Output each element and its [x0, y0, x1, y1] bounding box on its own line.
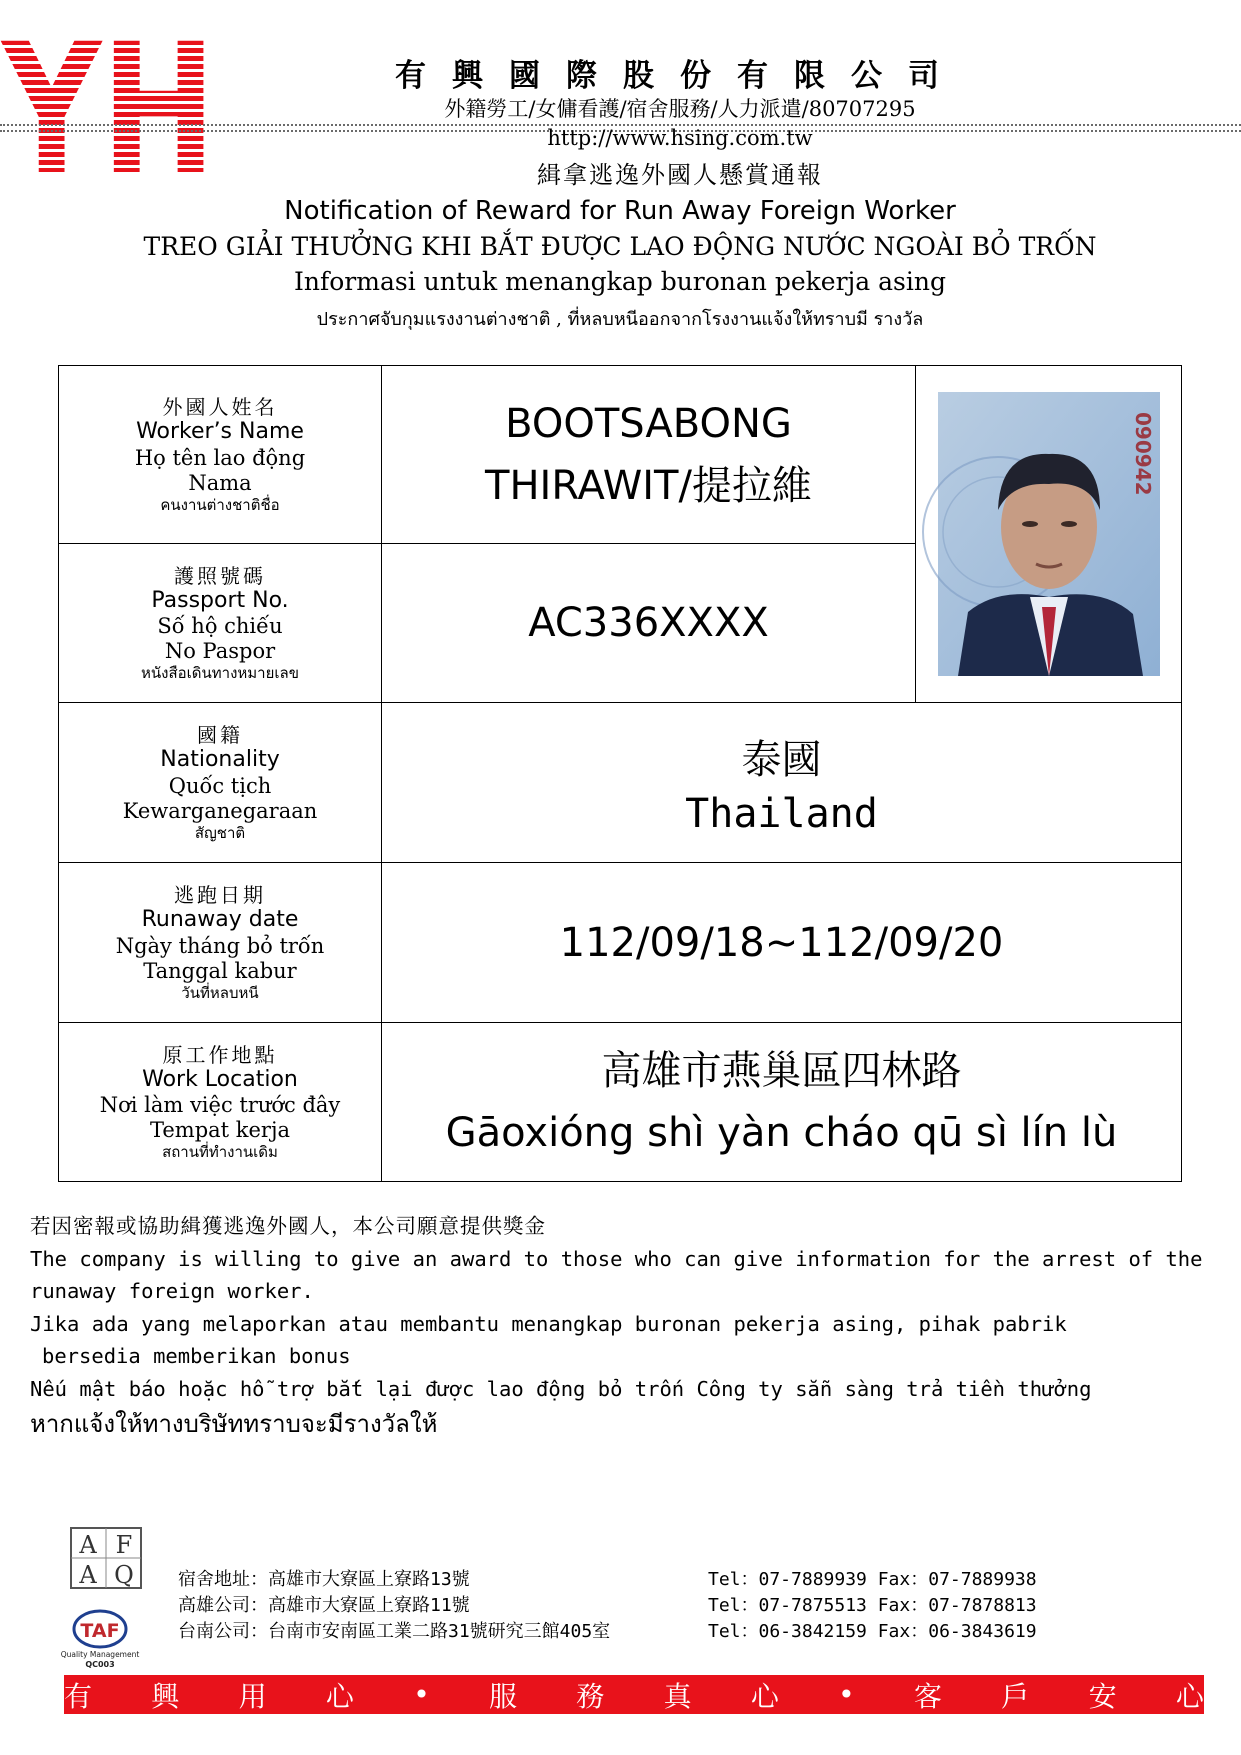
nationality-en: Thailand	[685, 790, 878, 837]
company-url: http://www.hsing.com.tw	[547, 126, 813, 150]
label-vi: Họ tên lao động	[134, 445, 306, 470]
label-en: Runaway date	[141, 907, 299, 933]
label-th: หนังสือเดินทางหมายเลข	[141, 664, 299, 683]
label-worker-name	[59, 366, 382, 544]
label-en: Worker’s Name	[136, 419, 304, 445]
label-id: Kewarganegaraan	[122, 798, 318, 823]
slogan-char: 務	[576, 1679, 605, 1713]
note-id-line1: Jika ada yang melaporkan atau membantu menangkap buronan pekerja asing, pihak pabrik	[30, 1311, 1067, 1336]
value-nationality	[382, 703, 1182, 863]
label-id: Tanggal kabur	[143, 958, 297, 983]
slogan-char: 心	[750, 1679, 779, 1713]
worker-name-line1: BOOTSABONG	[505, 400, 792, 447]
notice-title-th: ประกาศจับกุมแรงงานต่างชาติ , ที่หลบหนีออกจากโรงงานแจ้งให้ทราบมี รางวัล	[316, 309, 924, 330]
label-zh: 外國人姓名	[162, 395, 278, 420]
label-th: คนงานต่างชาติชื่อ	[160, 495, 280, 514]
label-th: สัญชาติ	[194, 823, 246, 842]
company-name: 有興國際股份有限公司	[395, 58, 965, 94]
afaq-letter: A	[79, 1531, 97, 1559]
note-id-line2: bersedia memberikan bonus	[42, 1344, 351, 1368]
value-work-location	[382, 1023, 1182, 1182]
value-worker-name	[382, 366, 916, 544]
label-zh: 國籍	[197, 723, 243, 748]
label-en: Work Location	[142, 1066, 298, 1092]
logo-text: YH	[0, 6, 217, 215]
contact-tainan: Tel：06-3842159 Fax：06-3843619	[708, 1621, 1037, 1642]
worker-info-table	[58, 365, 1182, 1182]
label-vi: Nơi làm việc trước đây	[99, 1093, 341, 1117]
slogan-char: 真	[663, 1679, 692, 1713]
slogan-char: 客	[913, 1679, 942, 1713]
slogan-char: 興	[151, 1679, 180, 1713]
note-en: The company is willing to give an award to those who can give information for the arrest of the runaway foreign worker.	[30, 1246, 1203, 1303]
company-services: 外籍勞工/女傭看護/宿舍服務/人力派遣/80707295	[444, 97, 916, 121]
address-tainan: 台南公司：台南市安南區工業二路31號研究三館405室	[178, 1621, 611, 1642]
label-id: Tempat kerja	[149, 1118, 291, 1143]
label-nationality	[59, 703, 382, 863]
row-nationality	[59, 703, 1182, 863]
label-th: วันที่หลบหนี	[181, 983, 259, 1002]
taf-sub-text: Quality Management	[60, 1650, 140, 1659]
company-logo	[0, 6, 220, 215]
label-th: สถานที่ทำงานเดิม	[162, 1143, 278, 1162]
slogan-char: 心	[325, 1679, 354, 1713]
slogan-char: 服	[488, 1679, 517, 1713]
label-en: Nationality	[160, 747, 280, 773]
work-location-zh: 高雄市燕巢區四林路	[601, 1048, 962, 1094]
notice-title-vi: TREO GIẢI THƯỞNG KHI BẮT ĐƯỢC LAO ĐỘNG NƯỚC NGOÀI BỎ TRỐN	[143, 232, 1097, 261]
value-runaway-date	[382, 863, 1182, 1023]
taf-logo-text: TAF	[80, 1620, 120, 1642]
photo-number: 090942	[1130, 412, 1155, 496]
slogan-separator: •	[413, 1678, 430, 1711]
label-zh: 原工作地點	[162, 1042, 278, 1067]
note-vi: Nếu mật báo hoặc hỗ trợ bắt lại được lao động bỏ trốn Công ty sẵn sàng trả tiền thưởng	[30, 1376, 1092, 1401]
label-id: Nama	[188, 470, 252, 495]
address-dormitory: 宿舍地址：高雄市大寮區上寮路13號	[178, 1569, 470, 1590]
label-id: No Paspor	[164, 639, 276, 664]
slogan-char: 安	[1088, 1679, 1117, 1713]
slogan-separator: •	[838, 1678, 855, 1711]
afaq-letter: F	[115, 1531, 133, 1559]
label-vi: Số hộ chiếu	[157, 614, 283, 638]
label-passport	[59, 544, 382, 703]
contact-dormitory: Tel：07-7889939 Fax：07-7889938	[708, 1569, 1037, 1590]
taf-code: QC003	[85, 1660, 115, 1669]
label-zh: 逃跑日期	[174, 883, 266, 908]
afaq-cert-logo	[70, 1527, 142, 1589]
runaway-date: 112/09/18~112/09/20	[559, 919, 1004, 966]
label-zh: 護照號碼	[174, 563, 266, 588]
label-vi: Ngày tháng bỏ trốn	[115, 933, 325, 958]
afaq-letter: Q	[114, 1561, 134, 1589]
slogan-bar	[64, 1675, 1204, 1714]
label-en: Passport No.	[151, 587, 289, 613]
note-th: หากแจ้งให้ทางบริษัททราบจะมีรางวัลให้	[30, 1410, 438, 1438]
slogan-char: 用	[238, 1679, 267, 1713]
notice-title-id: Informasi untuk menangkap buronan pekerja asing	[294, 267, 946, 296]
reward-notes	[30, 1210, 1220, 1443]
address-kaohsiung: 高雄公司：高雄市大寮區上寮路11號	[178, 1595, 470, 1616]
value-passport	[382, 544, 916, 703]
nationality-zh: 泰國	[741, 736, 822, 783]
photo-cell	[916, 366, 1182, 703]
notice-title-zh: 緝拿逃逸外國人懸賞通報	[537, 161, 823, 189]
label-vi: Quốc tịch	[168, 773, 272, 798]
slogan-char: 有	[64, 1679, 93, 1713]
note-zh: 若因密報或協助緝獲逃逸外國人，本公司願意提供獎金	[30, 1214, 546, 1238]
row-worker-name	[59, 366, 1182, 544]
label-runaway-date	[59, 863, 382, 1023]
slogan-char: 戶	[1001, 1679, 1030, 1713]
slogan-char: 心	[1175, 1679, 1204, 1713]
afaq-letter: A	[79, 1561, 97, 1589]
worker-name-line2: THIRAWIT/提拉維	[485, 462, 812, 509]
work-location-pinyin: Gāoxióng shì yàn cháo qū sì lín lù	[445, 1110, 1118, 1156]
taf-cert-logo	[55, 1607, 145, 1669]
notice-title-en: Notification of Reward for Run Away Foreign Worker	[284, 196, 956, 226]
row-runaway-date	[59, 863, 1182, 1023]
passport-number: AC336XXXX	[528, 600, 769, 646]
row-work-location	[59, 1023, 1182, 1182]
contact-kaohsiung: Tel：07-7875513 Fax：07-7878813	[708, 1595, 1037, 1616]
label-work-location	[59, 1023, 382, 1182]
worker-photo	[938, 392, 1160, 676]
